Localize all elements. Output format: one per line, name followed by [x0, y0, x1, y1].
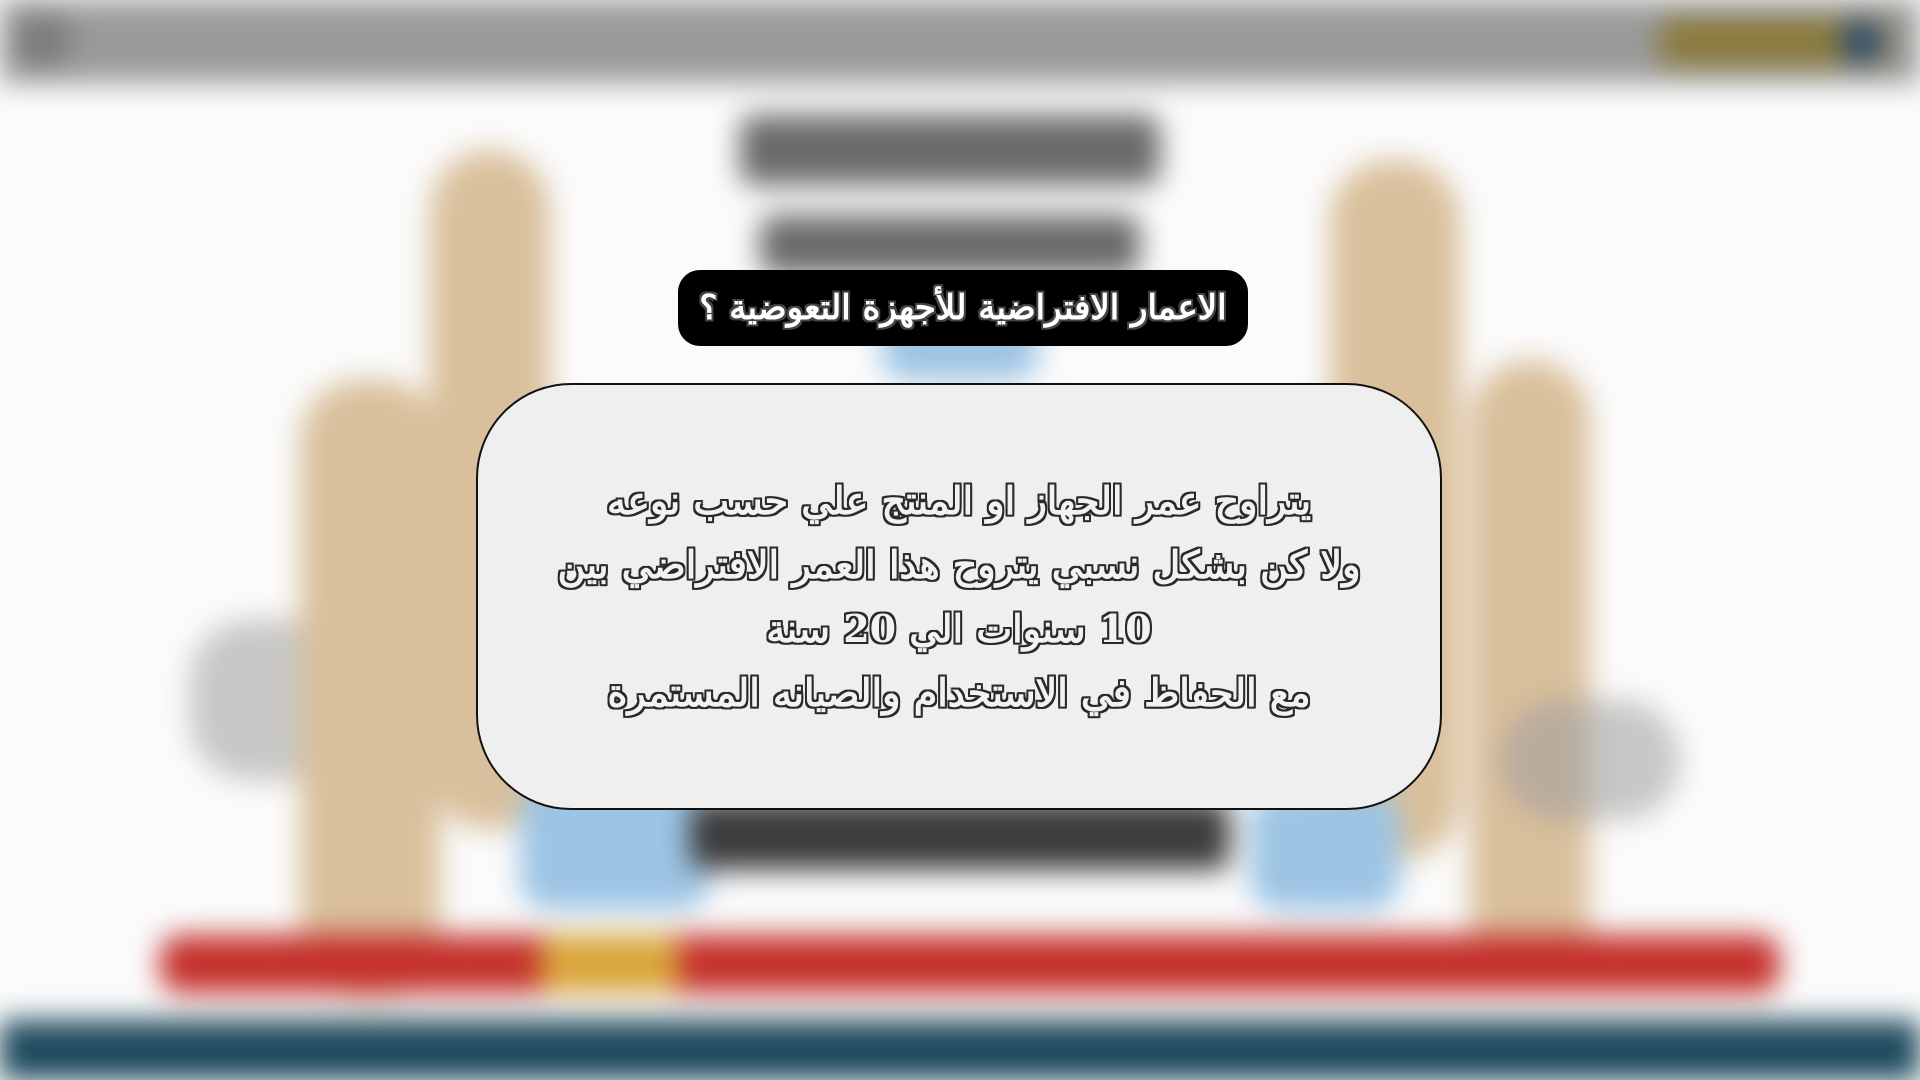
background-text-block: [690, 800, 1230, 870]
banner-band: [160, 935, 1780, 993]
info-card: [476, 383, 1442, 810]
card-line: 10 سنوات الي 20 سنة: [766, 605, 1152, 651]
hand-left-front: [300, 380, 440, 1000]
banner-highlight: [540, 935, 680, 993]
hand-right-front: [1470, 360, 1590, 980]
menu-icon[interactable]: [14, 12, 72, 70]
card-line: ولا كن بشكل نسبي يتروح هذا العمر الافتراضي بين: [557, 541, 1361, 587]
top-bar: [0, 0, 1920, 83]
bottom-bar: [0, 1020, 1920, 1080]
card-line: يتراوح عمر الجهاز او المنتج علي حسب نوعه: [606, 477, 1312, 523]
logo-emblem-icon: [1840, 20, 1884, 64]
background-heading-block-2: [760, 215, 1140, 275]
title-text: الاعمار الافتراضية للأجهزة التعوضية ؟: [699, 288, 1227, 328]
hand-shadow-right: [1500, 700, 1680, 820]
background-heading-block-1: [740, 115, 1160, 185]
title-badge: [678, 270, 1248, 346]
card-line: مع الحفاظ في الاستخدام والصيانه المستمرة: [607, 669, 1311, 715]
